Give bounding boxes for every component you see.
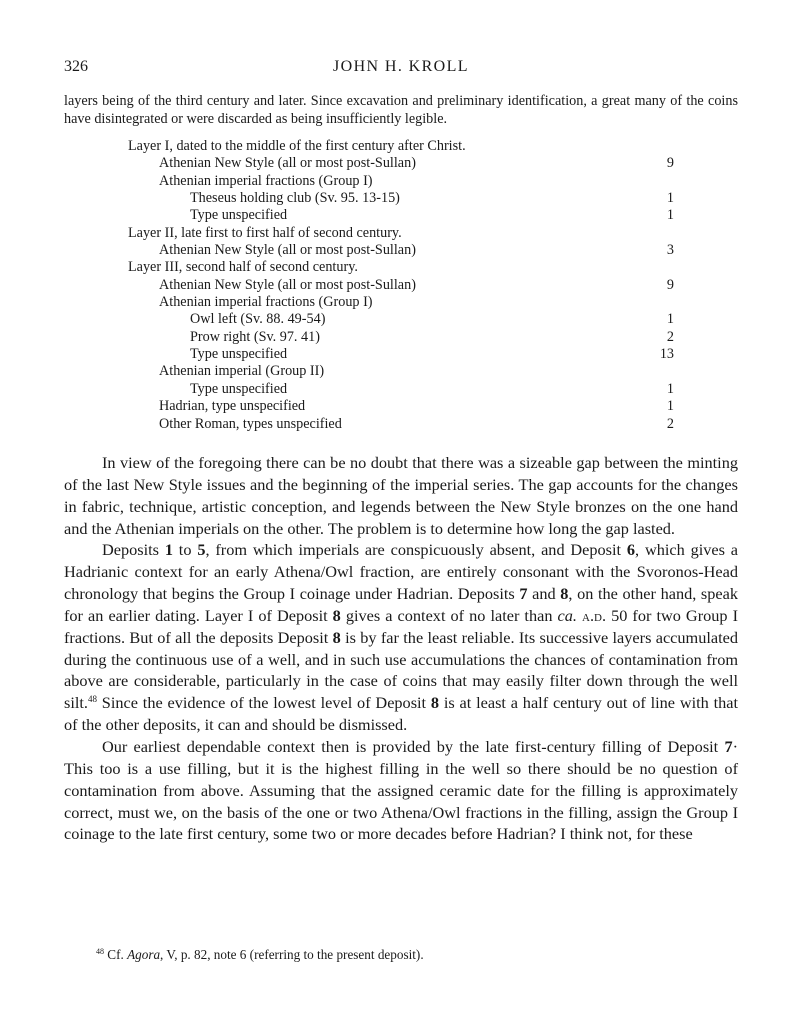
listing-row: [64, 346, 738, 363]
running-head-author: JOHN H. KROLL: [333, 58, 469, 75]
listing-row: [64, 259, 738, 276]
listing-label: Theseus holding club (Sv. 95. 13-15): [190, 190, 400, 207]
intro-paragraph: [64, 92, 738, 128]
italic-circa: ca.: [557, 605, 577, 625]
listing-label: Layer II, late first to first half of second century.: [128, 224, 402, 241]
listing-label: Athenian imperial fractions (Group I): [159, 172, 373, 189]
listing-label: Owl left (Sv. 88. 49-54): [190, 311, 326, 328]
listing-count: 1: [666, 380, 674, 397]
text-run: · This too is a use filling, but it is the highest filling in the well so there should be no question of contamination from above. Assuming that the assigned ceramic date for the filling is approximately correct, must we, on the basis of the one or two Athena/Owl fractions in the filling, assign the Group I coinage to the late first century, some two or more decades before Hadrian? I think not, for these: [64, 736, 738, 844]
small-caps-ad: a.d.: [576, 605, 607, 625]
listing-row: [64, 398, 738, 415]
listing-row: [64, 190, 738, 207]
deposit-number: 8: [332, 627, 341, 647]
listing-row: [64, 416, 738, 433]
listing-label: Other Roman, types unspecified: [159, 415, 342, 432]
paragraph-2: [64, 539, 738, 736]
listing-count: 3: [666, 242, 674, 259]
listing-label: Athenian New Style (all or most post-Sullan): [159, 276, 416, 293]
listing-count: 1: [666, 207, 674, 224]
listing-count: 1: [666, 398, 674, 415]
listing-label: Layer I, dated to the middle of the first century after Christ.: [128, 138, 466, 154]
paragraph-1: In view of the foregoing there can be no doubt that there was a sizeable gap between the minting of the last New Style issues and the beginning of the imperial series. The gap accounts for the changes in fabric, technique, artistic conception, and legends between the New Style bronzes on the one hand and the Athenian imperials on the other. The problem is to determine how long the gap lasted.: [64, 453, 738, 538]
footnote-text: , V, p. 82, note 6 (referring to the present deposit).: [160, 947, 424, 962]
text-run: Deposits: [102, 540, 165, 560]
deposit-number: 1: [164, 540, 173, 560]
listing-count: 1: [666, 311, 674, 328]
listing-row: [64, 381, 738, 398]
deposit-number: 7: [724, 736, 733, 756]
listing-row: [64, 242, 738, 259]
footnote-reference[interactable]: 48: [87, 694, 97, 705]
listing-label: Type unspecified: [190, 207, 288, 224]
deposit-number: 8: [430, 693, 440, 713]
listing-row: [64, 207, 738, 224]
listing-row: [64, 138, 738, 155]
text-run: , which gives a Hadrianic context for an early Athena/Owl fraction, are entirely consonant with the Svoronos-Head chronology that begins the Group I coinage under Hadrian. Deposits: [64, 540, 739, 604]
text-run: and: [527, 584, 561, 604]
listing-label: Athenian New Style (all or most post-Sullan): [159, 155, 416, 172]
listing-row: [64, 311, 738, 328]
text-run: Our earliest dependable context then is provided by the late first-century filling of Deposit: [102, 736, 725, 756]
text-run: is by far the least reliable. Its successive layers accumulated during the continuous use of a well, and in such use accumulations the chances of contamination from above are considerable, particularly in the case of coins that may easily filter down through the well silt.: [64, 627, 738, 713]
listing-label: Athenian New Style (all or most post-Sullan): [159, 242, 416, 259]
deposit-number: 6: [626, 540, 636, 560]
listing-label: Type unspecified: [190, 346, 288, 363]
deposit-number: 8: [332, 605, 341, 625]
paragraph-3: [64, 736, 738, 845]
text-run: , from which imperials are conspicuously absent, and Deposit: [205, 540, 627, 560]
listing-label: Type unspecified: [190, 380, 288, 397]
listing-label: Hadrian, type unspecified: [159, 398, 306, 415]
text-run: 50 for two Group I fractions. But of all the deposits Deposit: [64, 605, 739, 647]
page-number: 326: [64, 58, 88, 75]
text-run: is at least a half century out of line with that of the other deposits, it can and should be dismissed.: [64, 693, 738, 735]
listing-count: 2: [666, 328, 674, 345]
listing-count: 13: [659, 346, 674, 363]
intro-text: layers being of the third century and later. Since excavation and preliminary identification, a great many of the coins have disintegrated or were discarded as being insufficiently legible.: [64, 93, 738, 127]
text-run: Since the evidence of the lowest level of Deposit: [96, 693, 431, 713]
deposit-number: 8: [560, 584, 569, 604]
listing-row: [64, 294, 738, 311]
listing-label: Athenian imperial (Group II): [159, 363, 325, 380]
listing-row: [64, 225, 738, 242]
listing-row: [64, 173, 738, 190]
coin-listing: [64, 138, 738, 433]
running-head: [64, 58, 738, 78]
deposit-number: 5: [197, 540, 206, 560]
text-run: to: [172, 540, 198, 560]
body-text: [64, 452, 739, 845]
listing-label: Athenian imperial fractions (Group I): [159, 294, 373, 311]
listing-row: [64, 155, 738, 172]
listing-row: [64, 363, 738, 380]
footnote-italic: Agora: [127, 947, 161, 962]
listing-label: Prow right (Sv. 97. 41): [190, 328, 320, 345]
listing-row: [64, 329, 738, 346]
listing-count: 2: [666, 415, 674, 432]
listing-count: 1: [666, 190, 674, 207]
listing-row: [64, 277, 738, 294]
footnote: [96, 946, 736, 964]
deposit-number: 7: [519, 584, 528, 604]
footnote-number: 48: [96, 947, 104, 956]
footnote-text: Cf.: [104, 947, 128, 962]
text-run: , on the other hand, speak for an earlier dating. Layer I of Deposit: [64, 584, 738, 625]
listing-count: 9: [666, 155, 674, 172]
listing-count: 9: [666, 276, 674, 293]
listing-label: Layer III, second half of second century.: [128, 259, 358, 276]
text-run: gives a context of no later than: [340, 605, 558, 625]
